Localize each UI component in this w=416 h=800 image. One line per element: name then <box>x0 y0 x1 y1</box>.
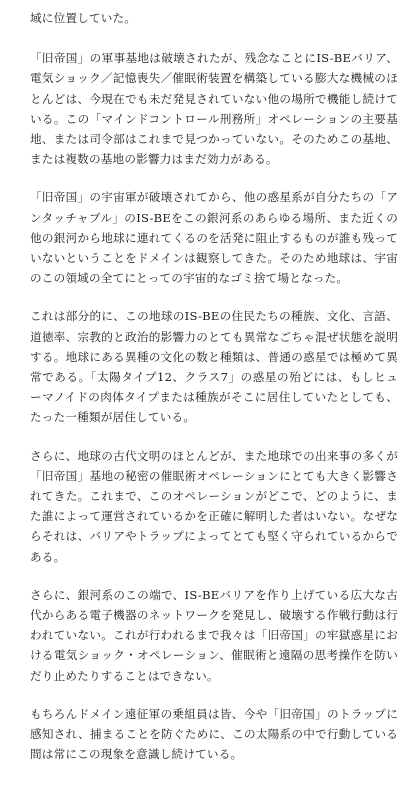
paragraph-4: これは部分的に、この地球のIS-BEの住民たちの種族、文化、言語、道徳率、宗教的と政治的影響力のとても異常なごちゃ混ぜ状態を説明する。地球にある異種の文化の数と種類は、普通の惑星では極めて異常である。「太陽タイプ12、クラス7」の惑星の殆どには、もしヒューマノイドの肉体タイプまたは種族がそこに居住していたとしても、たった一種類が居住している。 <box>30 309 398 425</box>
paragraph-5: さらに、地球の古代文明のほとんどが、また地球での出来事の多くが「旧帝国」基地の秘密の催眠術オペレーションにとても大きく影響されてきた。これまで、このオペレーションがどこで、どのように、また誰によって運営されているかを正確に解明した者はいない。なぜならそれは、バリアやトラップによってとても堅く守られているからである。 <box>30 448 398 564</box>
paragraph-3: 「旧帝国」の宇宙軍が破壊されてから、他の惑星系が自分たちの「アンタッチャブル」のIS-BEをこの銀河系のあらゆる場所、また近くの他の銀河から地球に連れてくるのを活発に阻止するものが誰も残っていないということをドメインは観察してきた。そのため地球は、宇宙のこの領域の全てにとっての宇宙的なゴミ捨て場となった。 <box>30 190 398 286</box>
paragraph-2: 「旧帝国」の軍事基地は破壊されたが、残念なことにIS-BEバリア、電気ショック／記憶喪失／催眠術装置を構築している膨大な機械のほとんどは、今現在でも未だ発見されていない他の場所で機能し続けている。この「マインドコントロール刑務所」オペレーションの主要基地、または司令部はこれまで見つかっていない。そのためこの基地、または複数の基地の影響力はまだ効力がある。 <box>30 51 398 167</box>
paragraph-7: もちろんドメイン遠征軍の乗組員は皆、今や「旧帝国」のトラップに感知され、捕まることを防ぐために、この太陽系の中で行動している間は常にこの現象を意識し続けている。 <box>30 706 398 762</box>
paragraph-1: 域に位置していた。 <box>30 11 137 25</box>
paragraph-6: さらに、銀河系のこの端で、IS-BEバリアを作り上げている広大な古代からある電子機器のネットワークを発見し、破壊する作戦行動は行われていない。これが行われるまで我々は「旧帝国」の牢獄惑星における電気ショック・オペレーション、催眠術と遠隔の思考操作を防いだり止めたりすることはできない。 <box>30 587 398 683</box>
